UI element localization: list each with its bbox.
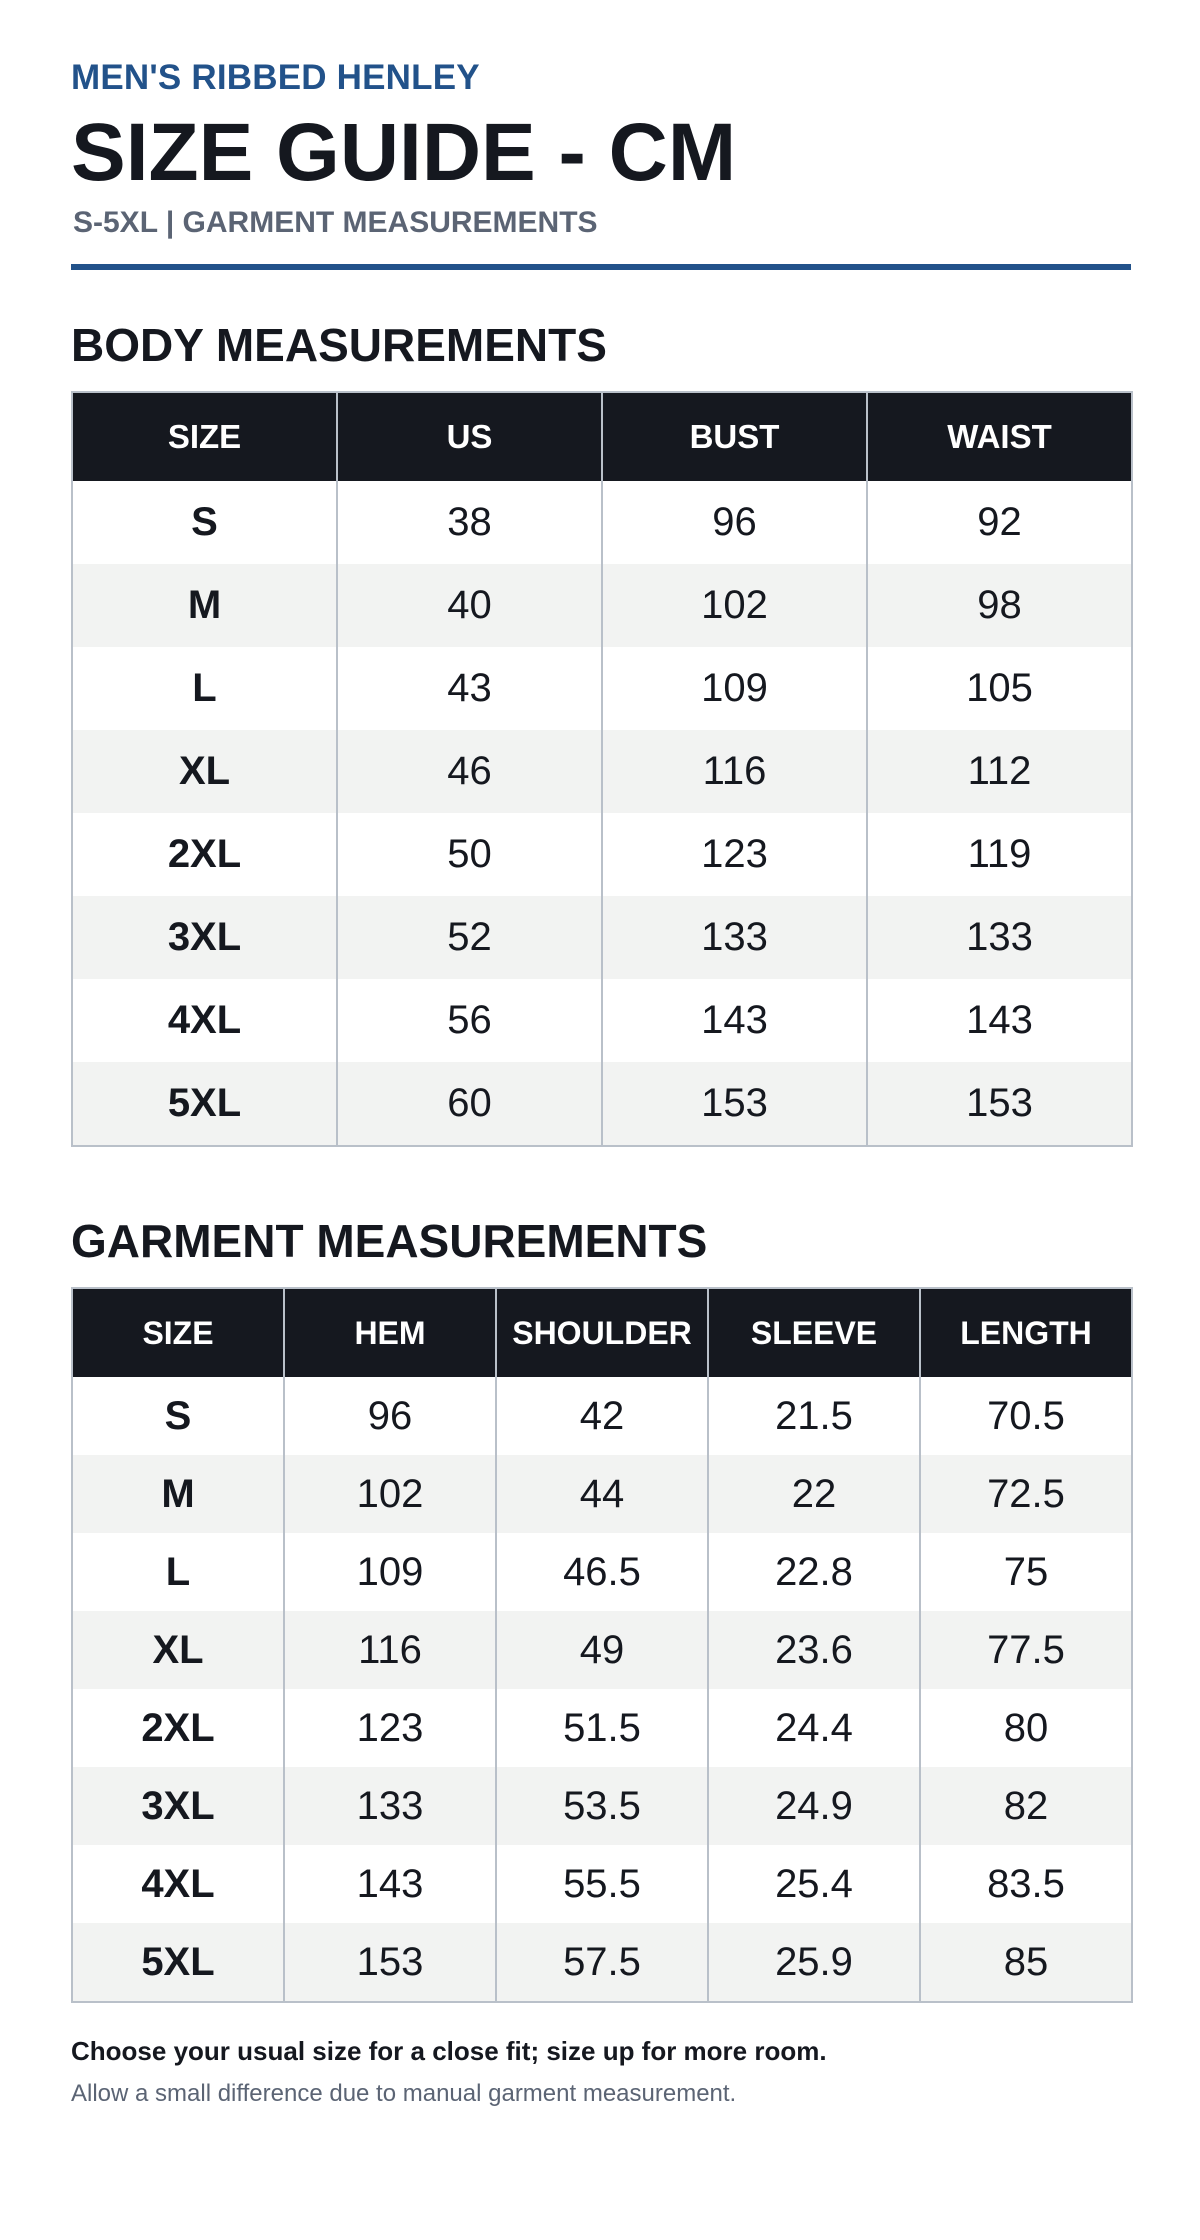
cell-sleeve: 25.4: [708, 1845, 920, 1923]
table-row: [72, 979, 1132, 1062]
column-header-us: US: [337, 392, 602, 481]
page-subtitle: S-5XL | GARMENT MEASUREMENTS: [73, 206, 598, 239]
cell-sleeve: 23.6: [708, 1611, 920, 1689]
garment-measurements-heading: GARMENT MEASUREMENTS: [71, 1215, 708, 1267]
cell-waist: 112: [867, 730, 1132, 813]
column-header-sleeve: SLEEVE: [708, 1288, 920, 1377]
table-row: [72, 1923, 1132, 2002]
cell-hem: 102: [284, 1455, 496, 1533]
cell-hem: 116: [284, 1611, 496, 1689]
cell-size: L: [72, 1533, 284, 1611]
cell-shoulder: 53.5: [496, 1767, 708, 1845]
cell-shoulder: 42: [496, 1377, 708, 1455]
cell-size: M: [72, 1455, 284, 1533]
cell-us: 43: [337, 647, 602, 730]
column-header-hem: HEM: [284, 1288, 496, 1377]
cell-waist: 98: [867, 564, 1132, 647]
table-row: [72, 730, 1132, 813]
cell-length: 85: [920, 1923, 1132, 2002]
header-divider: [71, 264, 1131, 270]
cell-bust: 102: [602, 564, 867, 647]
cell-sleeve: 24.4: [708, 1689, 920, 1767]
cell-size: 5XL: [72, 1923, 284, 2002]
cell-shoulder: 44: [496, 1455, 708, 1533]
table-header-row: [72, 392, 1132, 481]
cell-us: 56: [337, 979, 602, 1062]
cell-us: 38: [337, 481, 602, 564]
cell-size: 2XL: [72, 813, 337, 896]
cell-size: 3XL: [72, 896, 337, 979]
cell-waist: 143: [867, 979, 1132, 1062]
body-measurements-table: [71, 391, 1133, 1147]
cell-shoulder: 57.5: [496, 1923, 708, 2002]
cell-length: 70.5: [920, 1377, 1132, 1455]
cell-length: 83.5: [920, 1845, 1132, 1923]
garment-measurements-table: [71, 1287, 1133, 2003]
cell-hem: 153: [284, 1923, 496, 2002]
fit-advice-note: Choose your usual size for a close fit; size up for more room.: [71, 2036, 827, 2066]
table-row: [72, 1377, 1132, 1455]
page-title: SIZE GUIDE - CM: [71, 107, 737, 198]
cell-bust: 96: [602, 481, 867, 564]
cell-us: 60: [337, 1062, 602, 1146]
column-header-bust: BUST: [602, 392, 867, 481]
cell-shoulder: 49: [496, 1611, 708, 1689]
cell-size: S: [72, 481, 337, 564]
table-row: [72, 896, 1132, 979]
cell-length: 82: [920, 1767, 1132, 1845]
cell-size: L: [72, 647, 337, 730]
cell-shoulder: 55.5: [496, 1845, 708, 1923]
cell-size: S: [72, 1377, 284, 1455]
column-header-waist: WAIST: [867, 392, 1132, 481]
cell-sleeve: 24.9: [708, 1767, 920, 1845]
cell-size: 5XL: [72, 1062, 337, 1146]
cell-size: 2XL: [72, 1689, 284, 1767]
table-row: [72, 1689, 1132, 1767]
table-row: [72, 1767, 1132, 1845]
body-measurements-heading: BODY MEASUREMENTS: [71, 319, 607, 371]
cell-hem: 96: [284, 1377, 496, 1455]
cell-bust: 116: [602, 730, 867, 813]
cell-length: 72.5: [920, 1455, 1132, 1533]
table-header-row: [72, 1288, 1132, 1377]
cell-length: 80: [920, 1689, 1132, 1767]
cell-length: 75: [920, 1533, 1132, 1611]
cell-hem: 109: [284, 1533, 496, 1611]
cell-length: 77.5: [920, 1611, 1132, 1689]
table-row: [72, 647, 1132, 730]
cell-bust: 109: [602, 647, 867, 730]
cell-us: 46: [337, 730, 602, 813]
cell-us: 50: [337, 813, 602, 896]
cell-hem: 133: [284, 1767, 496, 1845]
table-row: [72, 481, 1132, 564]
cell-size: 4XL: [72, 1845, 284, 1923]
table-row: [72, 1062, 1132, 1146]
cell-waist: 105: [867, 647, 1132, 730]
table-row: [72, 1845, 1132, 1923]
cell-sleeve: 22.8: [708, 1533, 920, 1611]
cell-bust: 133: [602, 896, 867, 979]
cell-us: 40: [337, 564, 602, 647]
cell-waist: 153: [867, 1062, 1132, 1146]
table-row: [72, 1533, 1132, 1611]
column-header-size: SIZE: [72, 392, 337, 481]
cell-us: 52: [337, 896, 602, 979]
cell-waist: 119: [867, 813, 1132, 896]
cell-size: 4XL: [72, 979, 337, 1062]
cell-shoulder: 46.5: [496, 1533, 708, 1611]
column-header-size: SIZE: [72, 1288, 284, 1377]
cell-size: XL: [72, 1611, 284, 1689]
cell-bust: 153: [602, 1062, 867, 1146]
cell-sleeve: 25.9: [708, 1923, 920, 2002]
cell-sleeve: 22: [708, 1455, 920, 1533]
cell-sleeve: 21.5: [708, 1377, 920, 1455]
cell-waist: 92: [867, 481, 1132, 564]
column-header-shoulder: SHOULDER: [496, 1288, 708, 1377]
cell-hem: 123: [284, 1689, 496, 1767]
table-row: [72, 564, 1132, 647]
table-row: [72, 1611, 1132, 1689]
cell-hem: 143: [284, 1845, 496, 1923]
table-row: [72, 1455, 1132, 1533]
cell-waist: 133: [867, 896, 1132, 979]
cell-bust: 143: [602, 979, 867, 1062]
cell-size: XL: [72, 730, 337, 813]
product-name: MEN'S RIBBED HENLEY: [71, 58, 480, 97]
table-row: [72, 813, 1132, 896]
column-header-length: LENGTH: [920, 1288, 1132, 1377]
cell-bust: 123: [602, 813, 867, 896]
cell-size: M: [72, 564, 337, 647]
measurement-disclaimer: Allow a small difference due to manual garment measurement.: [71, 2080, 737, 2107]
cell-size: 3XL: [72, 1767, 284, 1845]
cell-shoulder: 51.5: [496, 1689, 708, 1767]
